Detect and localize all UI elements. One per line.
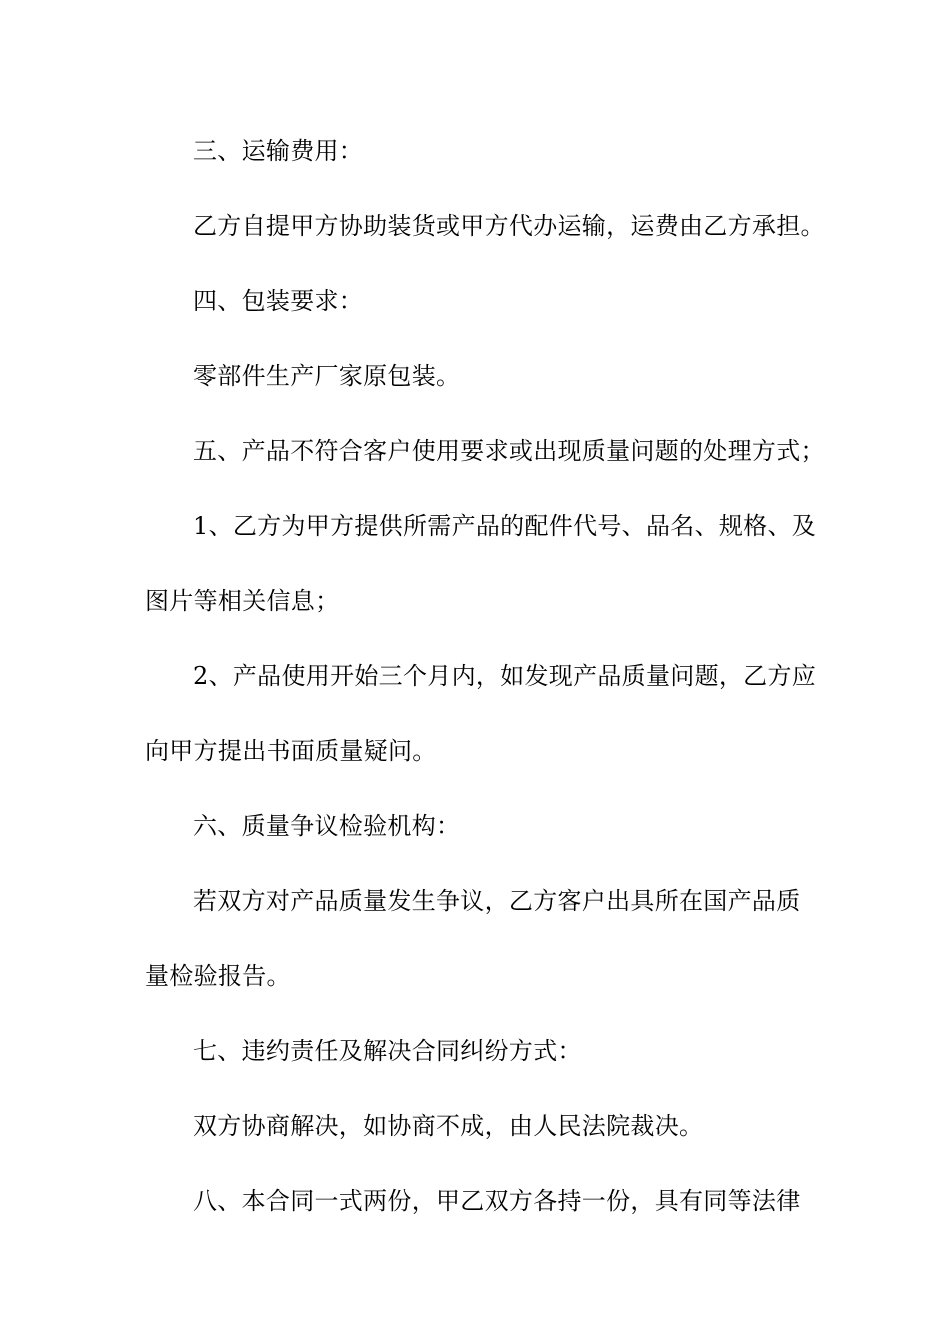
liability-text: 双方协商解决，如协商不成，由人民法院裁决。 — [193, 1112, 704, 1140]
quality-handling-item-1-line-1: 1、乙方为甲方提供所需产品的配件代号、品名、规格、及 — [193, 512, 817, 540]
quality-handling-item-2-line-1: 2、产品使用开始三个月内，如发现产品质量问题，乙方应 — [193, 662, 817, 690]
section-heading-transport-cost: 三、运输费用： — [193, 137, 364, 165]
transport-cost-text: 乙方自提甲方协助装货或甲方代办运输，运费由乙方承担。 — [193, 212, 825, 240]
section-heading-quality-handling: 五、产品不符合客户使用要求或出现质量问题的处理方式； — [193, 437, 825, 465]
section-heading-packaging: 四、包装要求： — [193, 287, 364, 315]
packaging-text: 零部件生产厂家原包装。 — [193, 362, 461, 390]
section-heading-copies: 八、本合同一式两份，甲乙双方各持一份，具有同等法律 — [193, 1187, 801, 1215]
quality-handling-item-2-line-2: 向甲方提出书面质量疑问。 — [145, 737, 437, 765]
inspection-agency-text-line-1: 若双方对产品质量发生争议，乙方客户出具所在国产品质 — [193, 887, 801, 915]
section-heading-liability: 七、违约责任及解决合同纠纷方式： — [193, 1037, 582, 1065]
quality-handling-item-1-line-2: 图片等相关信息； — [145, 587, 340, 615]
inspection-agency-text-line-2: 量检验报告。 — [145, 962, 291, 990]
section-heading-inspection-agency: 六、质量争议检验机构： — [193, 812, 461, 840]
